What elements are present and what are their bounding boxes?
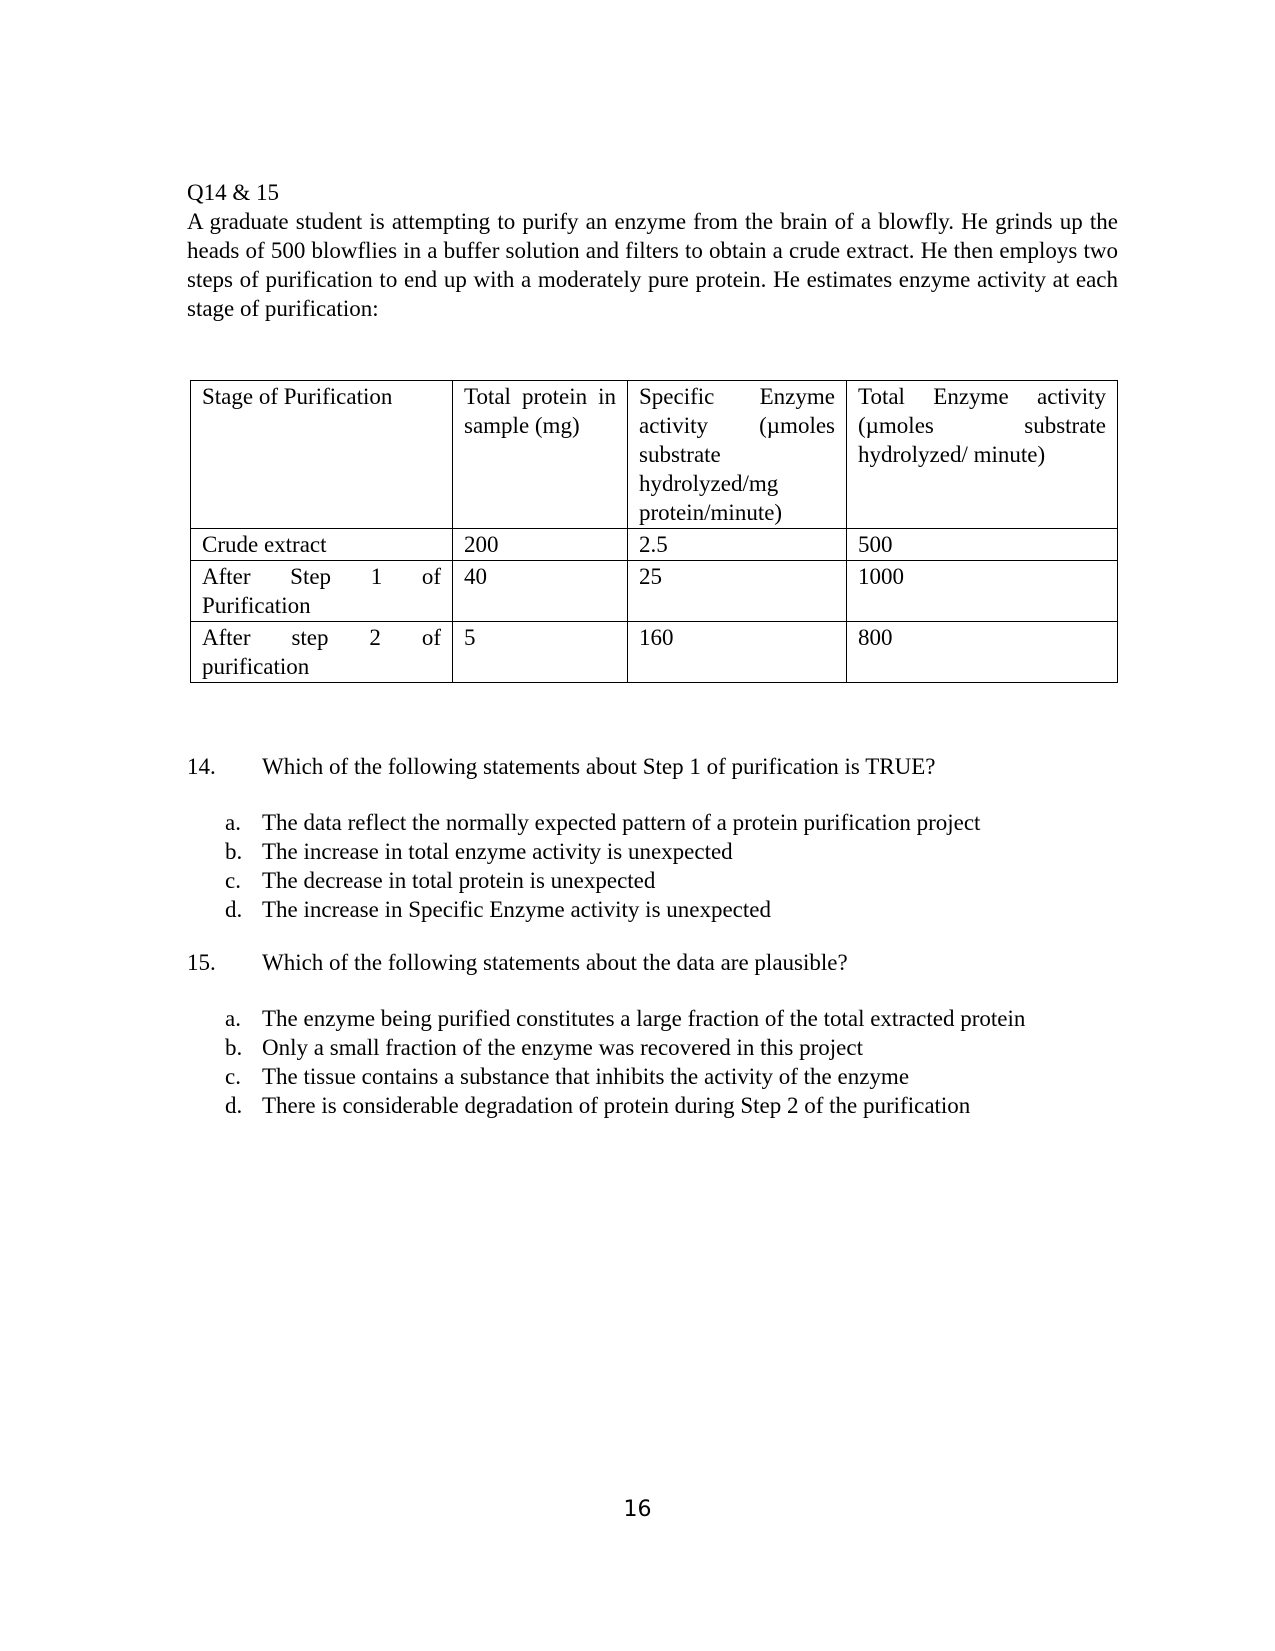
intro-paragraph: A graduate student is attempting to purify an enzyme from the brain of a blowfly. He grinds up the heads of 500 blowflies in a buffer solution and filters to obtain a crude extract. He then employs two steps of purification to end up with a moderately pure protein. He estimates enzyme activity at each stage of purification: — [187, 209, 1118, 321]
question-text: Which of the following statements about the data are plausible? — [262, 950, 848, 975]
option-letter: c. — [225, 868, 241, 893]
table-header-cell: Stage of Purification — [191, 381, 453, 529]
option-letter: c. — [225, 1064, 241, 1089]
option-letter: b. — [225, 1035, 243, 1060]
table-row — [191, 622, 1118, 683]
option-text: The enzyme being purified constitutes a large fraction of the total extracted protein — [262, 1006, 1026, 1031]
option-text: The increase in Specific Enzyme activity is unexpected — [262, 897, 771, 922]
table-cell: 500 — [847, 529, 1118, 561]
option-letter: b. — [225, 839, 243, 864]
table-cell: 1000 — [847, 561, 1118, 622]
table-row — [191, 561, 1118, 622]
page-number: 16 — [623, 1497, 652, 1522]
table-header-row — [191, 381, 1118, 529]
table-header-cell: Total Enzyme activity (µmoles substrate hydrolyzed/ minute) — [847, 381, 1118, 529]
option-letter: d. — [225, 897, 243, 922]
table-cell: 200 — [453, 529, 628, 561]
table-cell: Crude extract — [191, 529, 453, 561]
table-cell: 40 — [453, 561, 628, 622]
option-letter: a. — [225, 810, 241, 835]
table-header-cell: Specific Enzyme activity (µmoles substrate hydrolyzed/mg protein/minute) — [628, 381, 847, 529]
question-number: 14. — [187, 754, 216, 779]
table-cell: 800 — [847, 622, 1118, 683]
option-text: Only a small fraction of the enzyme was recovered in this project — [262, 1035, 863, 1060]
table-cell: After Step 1 of Purification — [191, 561, 453, 622]
question-text: Which of the following statements about Step 1 of purification is TRUE? — [262, 754, 936, 779]
option-letter: d. — [225, 1093, 243, 1118]
table-row — [191, 529, 1118, 561]
table-cell: 160 — [628, 622, 847, 683]
table-cell: 2.5 — [628, 529, 847, 561]
table-cell: 5 — [453, 622, 628, 683]
option-letter: a. — [225, 1006, 241, 1031]
table-cell: After step 2 of purification — [191, 622, 453, 683]
purification-table — [190, 380, 1118, 683]
question-group-heading: Q14 & 15 — [187, 180, 279, 205]
table-cell: 25 — [628, 561, 847, 622]
option-text: The tissue contains a substance that inhibits the activity of the enzyme — [262, 1064, 910, 1089]
table-header-cell: Total protein in sample (mg) — [453, 381, 628, 529]
option-text: There is considerable degradation of protein during Step 2 of the purification — [262, 1093, 971, 1118]
option-text: The increase in total enzyme activity is unexpected — [262, 839, 733, 864]
option-text: The data reflect the normally expected pattern of a protein purification project — [262, 810, 981, 835]
option-text: The decrease in total protein is unexpected — [262, 868, 656, 893]
question-number: 15. — [187, 950, 216, 975]
